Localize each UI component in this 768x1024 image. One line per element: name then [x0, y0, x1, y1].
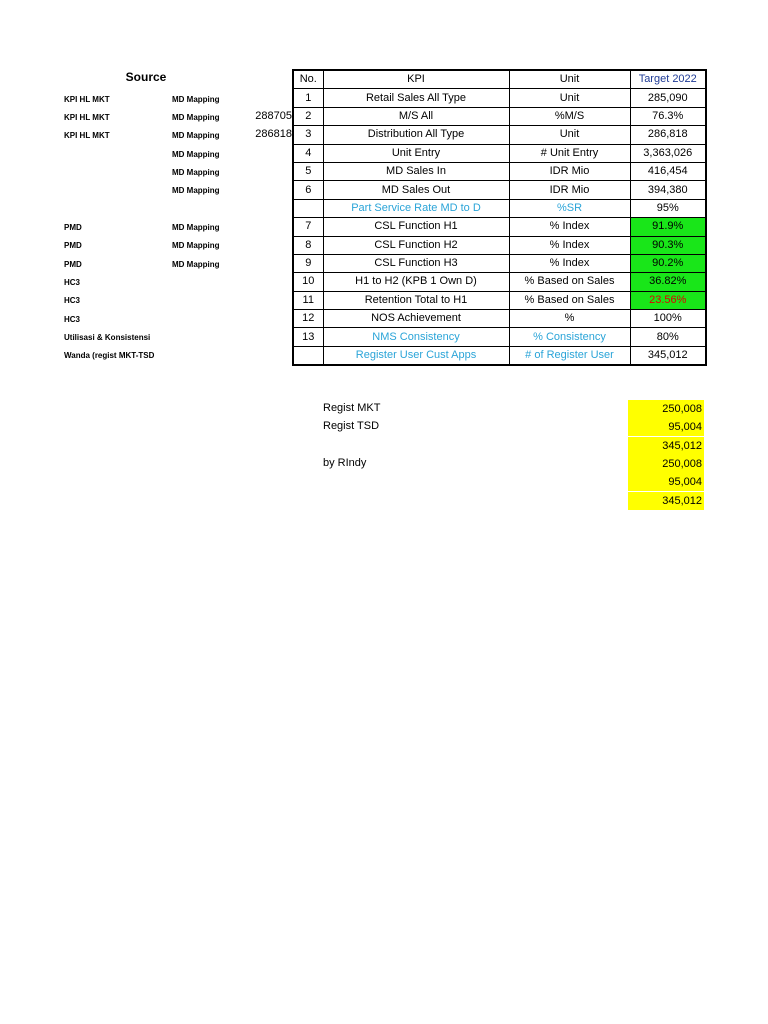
kpi-name-cell: H1 to H2 (KPB 1 Own D)	[323, 273, 509, 291]
header-kpi: KPI	[323, 70, 509, 89]
regist-value-cell: 345,012	[628, 437, 704, 455]
source-mapping: MD Mapping	[172, 95, 220, 104]
kpi-row	[293, 328, 706, 346]
source-mapping: MD Mapping	[172, 113, 220, 122]
kpi-name-cell: Unit Entry	[323, 144, 509, 162]
source-label: KPI HL MKT	[64, 113, 110, 122]
kpi-unit-cell: IDR Mio	[509, 181, 630, 199]
kpi-no-cell: 1	[293, 89, 323, 107]
kpi-no-cell: 13	[293, 328, 323, 346]
kpi-unit-cell: Unit	[509, 126, 630, 144]
kpi-target-cell: 286,818	[630, 126, 706, 144]
source-number: 288705	[255, 110, 292, 122]
kpi-name-cell: Retention Total to H1	[323, 291, 509, 309]
regist-label: Regist TSD	[323, 420, 380, 432]
header-target: Target 2022	[630, 70, 706, 89]
source-label: HC3	[64, 278, 81, 287]
source-label: Utilisasi & Konsistensi	[64, 333, 151, 342]
kpi-no-cell: 6	[293, 181, 323, 199]
kpi-row	[293, 89, 706, 107]
kpi-row	[293, 162, 706, 180]
source-mapping: MD Mapping	[172, 260, 220, 269]
kpi-no-cell: 10	[293, 273, 323, 291]
kpi-target-cell: 285,090	[630, 89, 706, 107]
kpi-unit-cell: % Based on Sales	[509, 291, 630, 309]
kpi-row	[293, 236, 706, 254]
kpi-row	[293, 310, 706, 328]
kpi-table	[292, 69, 707, 366]
kpi-name-cell: NMS Consistency	[323, 328, 509, 346]
source-label: HC3	[64, 296, 81, 305]
header-no: No.	[293, 70, 323, 89]
kpi-target-cell: 36.82%	[630, 273, 706, 291]
kpi-no-cell: 3	[293, 126, 323, 144]
source-label: PMD	[64, 223, 82, 232]
kpi-target-cell: 90.2%	[630, 254, 706, 272]
source-mapping: MD Mapping	[172, 186, 220, 195]
kpi-target-cell: 394,380	[630, 181, 706, 199]
regist-value-cell: 345,012	[628, 492, 704, 510]
kpi-unit-cell: % Based on Sales	[509, 273, 630, 291]
kpi-no-cell: 4	[293, 144, 323, 162]
kpi-unit-cell: % Index	[509, 236, 630, 254]
source-label: KPI HL MKT	[64, 95, 110, 104]
source-label: Wanda (regist MKT-TSD	[64, 351, 155, 360]
kpi-target-cell: 95%	[630, 199, 706, 217]
source-title: Source	[125, 70, 167, 84]
kpi-unit-cell: IDR Mio	[509, 162, 630, 180]
regist-label: by RIndy	[323, 457, 367, 469]
kpi-unit-cell: % Consistency	[509, 328, 630, 346]
kpi-name-cell: NOS Achievement	[323, 310, 509, 328]
kpi-target-cell: 3,363,026	[630, 144, 706, 162]
kpi-unit-cell: # of Register User	[509, 346, 630, 365]
kpi-name-cell: MD Sales Out	[323, 181, 509, 199]
kpi-unit-cell: % Index	[509, 254, 630, 272]
kpi-row	[293, 144, 706, 162]
kpi-row	[293, 254, 706, 272]
kpi-row	[293, 273, 706, 291]
kpi-target-cell: 100%	[630, 310, 706, 328]
kpi-name-cell: MD Sales In	[323, 162, 509, 180]
kpi-target-cell: 76.3%	[630, 107, 706, 125]
source-mapping: MD Mapping	[172, 241, 220, 250]
kpi-no-cell: 7	[293, 218, 323, 236]
kpi-row	[293, 218, 706, 236]
kpi-unit-cell: % Index	[509, 218, 630, 236]
source-mapping: MD Mapping	[172, 223, 220, 232]
source-label: PMD	[64, 260, 82, 269]
kpi-no-cell: 2	[293, 107, 323, 125]
kpi-row	[293, 181, 706, 199]
source-mapping: MD Mapping	[172, 168, 220, 177]
kpi-table-header-row	[293, 70, 706, 89]
source-mapping: MD Mapping	[172, 150, 220, 159]
kpi-name-cell: CSL Function H3	[323, 254, 509, 272]
kpi-unit-cell: %SR	[509, 199, 630, 217]
kpi-target-cell: 345,012	[630, 346, 706, 365]
kpi-name-cell: Register User Cust Apps	[323, 346, 509, 365]
source-number: 286818	[255, 128, 292, 140]
kpi-row	[293, 346, 706, 365]
kpi-no-cell: 12	[293, 310, 323, 328]
source-label: KPI HL MKT	[64, 131, 110, 140]
kpi-unit-cell: # Unit Entry	[509, 144, 630, 162]
kpi-target-cell: 91.9%	[630, 218, 706, 236]
header-unit: Unit	[509, 70, 630, 89]
source-label: HC3	[64, 315, 81, 324]
kpi-unit-cell: Unit	[509, 89, 630, 107]
kpi-no-cell: 8	[293, 236, 323, 254]
kpi-target-cell: 23.56%	[630, 291, 706, 309]
source-mapping: MD Mapping	[172, 131, 220, 140]
kpi-unit-cell: %M/S	[509, 107, 630, 125]
kpi-target-cell: 416,454	[630, 162, 706, 180]
kpi-unit-cell: %	[509, 310, 630, 328]
kpi-no-cell	[293, 199, 323, 217]
kpi-no-cell: 9	[293, 254, 323, 272]
regist-value-cell: 95,004	[628, 473, 704, 491]
regist-value-cell: 95,004	[628, 418, 704, 436]
kpi-no-cell	[293, 346, 323, 365]
kpi-no-cell: 5	[293, 162, 323, 180]
regist-label: Regist MKT	[323, 402, 381, 414]
kpi-name-cell: Distribution All Type	[323, 126, 509, 144]
kpi-name-cell: Retail Sales All Type	[323, 89, 509, 107]
kpi-name-cell: CSL Function H1	[323, 218, 509, 236]
regist-value-cell: 250,008	[628, 455, 704, 473]
source-label: PMD	[64, 241, 82, 250]
kpi-name-cell: Part Service Rate MD to D	[323, 199, 509, 217]
kpi-row	[293, 291, 706, 309]
kpi-row	[293, 107, 706, 125]
kpi-row	[293, 199, 706, 217]
kpi-name-cell: CSL Function H2	[323, 236, 509, 254]
kpi-target-cell: 80%	[630, 328, 706, 346]
kpi-row	[293, 126, 706, 144]
kpi-no-cell: 11	[293, 291, 323, 309]
regist-value-cell: 250,008	[628, 400, 704, 418]
kpi-name-cell: M/S All	[323, 107, 509, 125]
kpi-target-cell: 90.3%	[630, 236, 706, 254]
